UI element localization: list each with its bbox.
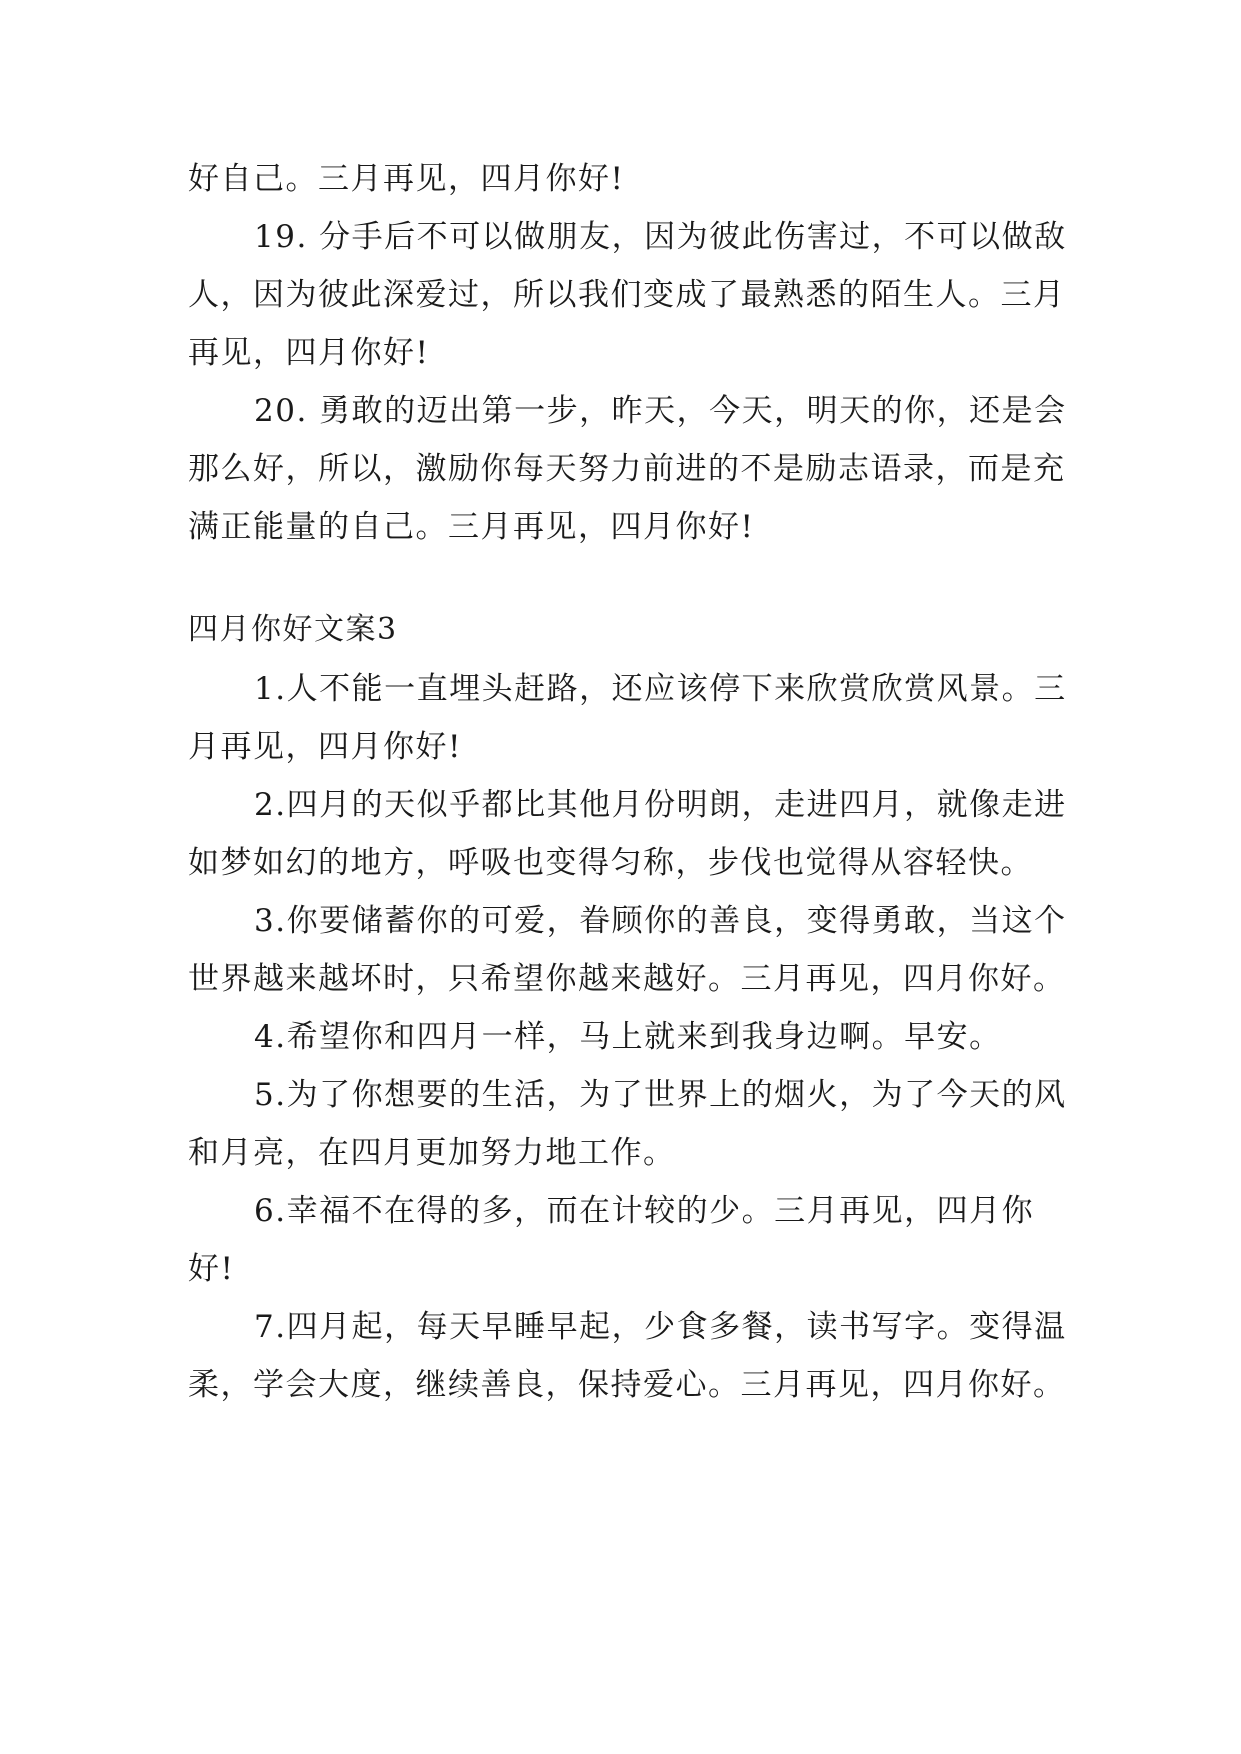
list-item: 2.四月的天似乎都比其他月份明朗，走进四月，就像走进如梦如幻的地方，呼吸也变得匀称，步伐也觉得从容轻快。 [188,787,1067,881]
section-heading: 四月你好文案3 [188,612,398,647]
list-item: 20. 勇敢的迈出第一步，昨天，今天，明天的你，还是会那么好，所以，激励你每天努力前进的不是励志语录，而是充满正能量的自己。三月再见，四月你好! [188,393,1067,545]
list-item: 7.四月起，每天早睡早起，少食多餐，读书写字。变得温柔，学会大度，继续善良，保持爱心。三月再见，四月你好。 [188,1309,1067,1403]
list-item: 4.希望你和四月一样，马上就来到我身边啊。早安。 [254,1019,1002,1055]
list-item: 5.为了你想要的生活，为了世界上的烟火，为了今天的风和月亮，在四月更加努力地工作。 [188,1077,1067,1171]
list-item: 1.人不能一直埋头赶路，还应该停下来欣赏欣赏风景。三月再见，四月你好! [188,671,1067,765]
section-3-list [188,660,1068,1414]
list-item: 19. 分手后不可以做朋友，因为彼此伤害过，不可以做敌人，因为彼此深爱过，所以我们变成了最熟悉的陌生人。三月再见，四月你好! [188,219,1067,371]
list-item: 6.幸福不在得的多，而在计较的少。三月再见，四月你好! [188,1193,1035,1287]
continued-paragraph: 好自己。三月再见，四月你好! [188,161,625,197]
list-item: 3.你要储蓄你的可爱，眷顾你的善良，变得勇敢，当这个世界越来越坏时，只希望你越来越好。三月再见，四月你好。 [188,903,1067,997]
section-2-list [188,208,1068,556]
document-body [188,150,1068,1414]
